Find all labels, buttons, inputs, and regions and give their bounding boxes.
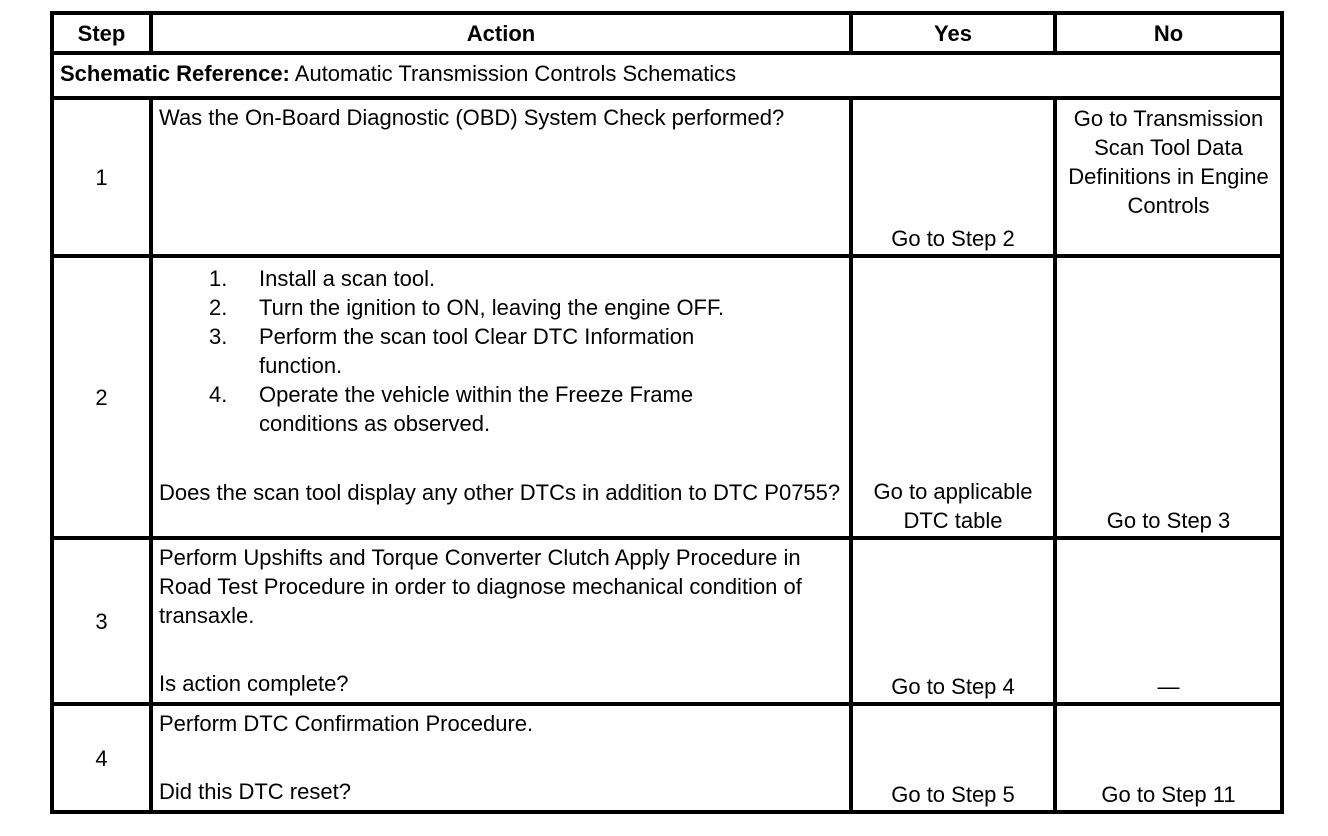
list-item-number: 3. xyxy=(209,324,228,349)
list-item xyxy=(209,380,843,438)
step-number: 1 xyxy=(52,98,151,256)
header-no: No xyxy=(1055,13,1282,53)
no-cell: — xyxy=(1055,538,1282,704)
action-question: Does the scan tool display any other DTCs in addition to DTC P0755? xyxy=(159,480,841,505)
header-yes: Yes xyxy=(851,13,1055,53)
schematic-value: Automatic Transmission Controls Schematics xyxy=(289,61,737,86)
list-item xyxy=(209,293,843,322)
list-item-text: Operate the vehicle within the Freeze Frame conditions as observed. xyxy=(259,382,694,436)
schematic-reference xyxy=(52,53,1282,98)
table-row xyxy=(52,256,1282,538)
action-instruction: Perform DTC Confirmation Procedure. xyxy=(159,711,534,736)
no-cell: Go to Transmission Scan Tool Data Definitions in Engine Controls xyxy=(1055,98,1282,256)
diagnostic-table xyxy=(50,11,1284,814)
schematic-label: Schematic Reference: xyxy=(60,61,290,86)
header-action: Action xyxy=(151,13,851,53)
action-instruction: Perform Upshifts and Torque Converter Clutch Apply Procedure in Road Test Procedure in order to diagnose mechanical condition of transaxle. xyxy=(159,545,802,628)
no-cell: Go to Step 11 xyxy=(1055,704,1282,812)
schematic-row xyxy=(52,53,1282,98)
action-question: Did this DTC reset? xyxy=(159,779,351,804)
list-item-text: Install a scan tool. xyxy=(259,266,436,291)
list-item-text: Turn the ignition to ON, leaving the engine OFF. xyxy=(259,295,725,320)
yes-cell: Go to Step 2 xyxy=(851,98,1055,256)
step-number: 2 xyxy=(52,256,151,538)
yes-cell: Go to Step 5 xyxy=(851,704,1055,812)
action-cell xyxy=(151,98,851,256)
yes-cell: Go to applicable DTC table xyxy=(851,256,1055,538)
action-steps-list xyxy=(159,264,843,438)
step-number: 3 xyxy=(52,538,151,704)
action-cell xyxy=(151,538,851,704)
table-row xyxy=(52,704,1282,812)
header-step: Step xyxy=(52,13,151,53)
step-number: 4 xyxy=(52,704,151,812)
list-item-text: Perform the scan tool Clear DTC Information function. xyxy=(259,324,695,378)
list-item xyxy=(209,322,843,380)
list-item-number: 4. xyxy=(209,382,228,407)
header-row xyxy=(52,13,1282,53)
list-item-number: 1. xyxy=(209,266,228,291)
table-row xyxy=(52,538,1282,704)
action-cell xyxy=(151,256,851,538)
yes-cell: Go to Step 4 xyxy=(851,538,1055,704)
list-item-number: 2. xyxy=(209,295,228,320)
action-question: Was the On-Board Diagnostic (OBD) System Check performed? xyxy=(159,105,785,130)
no-cell: Go to Step 3 xyxy=(1055,256,1282,538)
table-row xyxy=(52,98,1282,256)
action-cell xyxy=(151,704,851,812)
list-item xyxy=(209,264,843,293)
action-question: Is action complete? xyxy=(159,671,349,696)
